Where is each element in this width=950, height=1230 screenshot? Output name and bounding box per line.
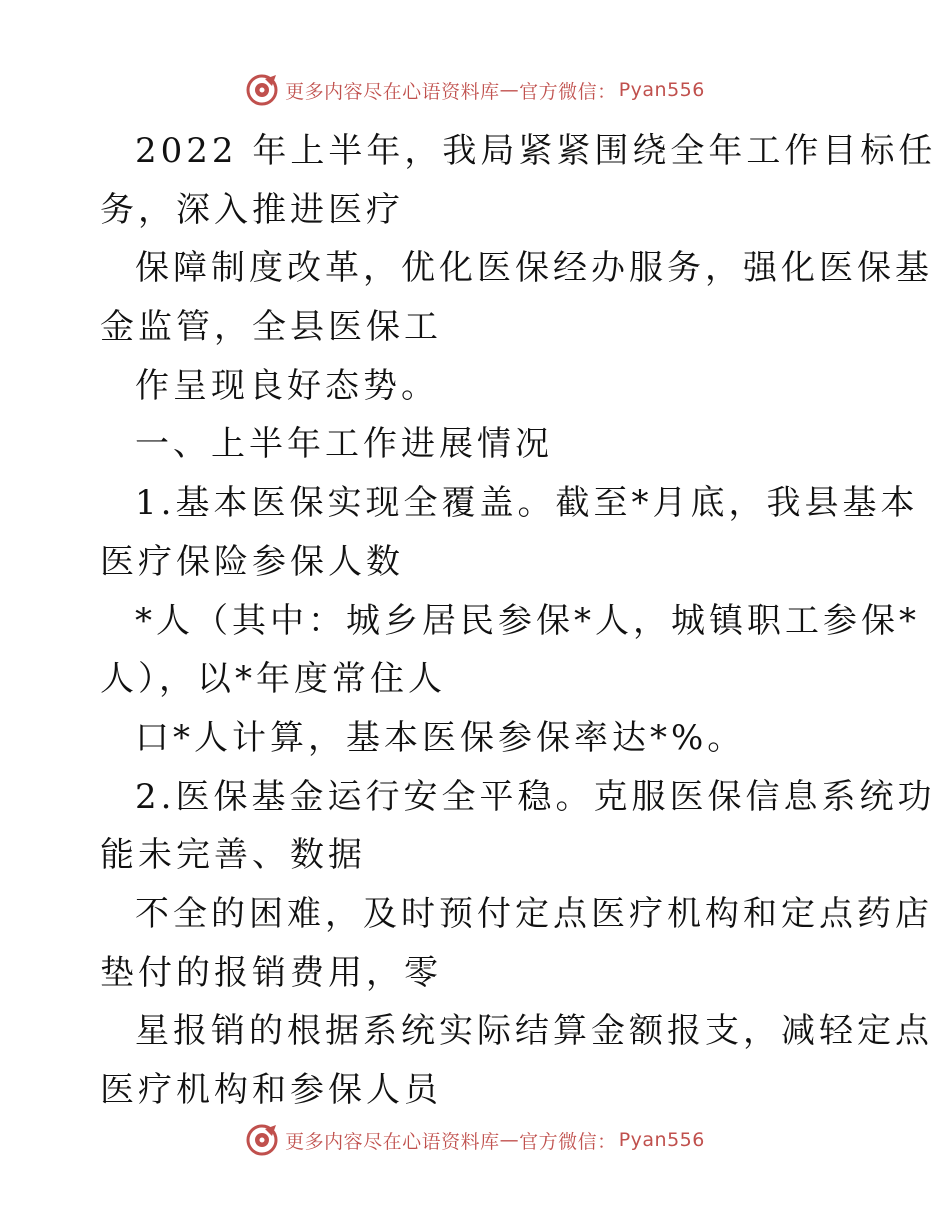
watermark-site: 更多内容尽在心语资料库 [285, 1130, 500, 1153]
paragraph-line: *人（其中：城乡居民参保*人，城镇职工参保* [135, 600, 920, 641]
paragraph-line: 务，深入推进医疗 [100, 189, 404, 230]
header-watermark [0, 70, 950, 110]
pen-circle-icon [245, 1123, 279, 1157]
document-body [100, 122, 937, 1120]
paragraph-line: 不全的困难，及时预付定点医疗机构和定点药店 [135, 893, 933, 934]
paragraph-line: 金监管，全县医保工 [100, 307, 442, 348]
watermark-contact-id: Pyan556 [618, 79, 705, 101]
watermark-contact-label: 官方微信： [519, 1130, 617, 1153]
watermark-site: 更多内容尽在心语资料库 [285, 80, 500, 103]
watermark-contact-label: 官方微信： [519, 80, 617, 103]
paragraph-line: 垫付的报销费用，零 [100, 952, 442, 993]
paragraph-line: 星报销的根据系统实际结算金额报支，减轻定点 [135, 1011, 933, 1052]
paragraph-line: 保障制度改革，优化医保经办服务，强化医保基 [135, 248, 933, 289]
paragraph-line: 医疗机构和参保人员 [100, 1070, 442, 1110]
watermark-contact-id: Pyan556 [618, 1129, 705, 1151]
footer-watermark [0, 1120, 950, 1160]
paragraph-line: 医疗保险参保人数 [100, 541, 404, 582]
paragraph-line: 口*人计算，基本医保参保率达*%。 [135, 717, 746, 758]
paragraph-line: 2.医保基金运行安全平稳。克服医保信息系统功 [135, 776, 936, 817]
section-heading: 一、上半年工作进展情况 [135, 424, 553, 465]
paragraph-line: 2022 年上半年，我局紧紧围绕全年工作目标任 [135, 131, 937, 171]
paragraph-line: 能未完善、数据 [100, 835, 366, 876]
pen-circle-icon [245, 73, 279, 107]
paragraph-line: 人），以*年度常住人 [100, 659, 446, 700]
watermark-separator: — [499, 1129, 520, 1151]
paragraph-line: 1.基本医保实现全覆盖。截至*月底，我县基本 [135, 483, 919, 524]
watermark-separator: — [499, 79, 520, 101]
paragraph-line: 作呈现良好态势。 [135, 365, 439, 406]
